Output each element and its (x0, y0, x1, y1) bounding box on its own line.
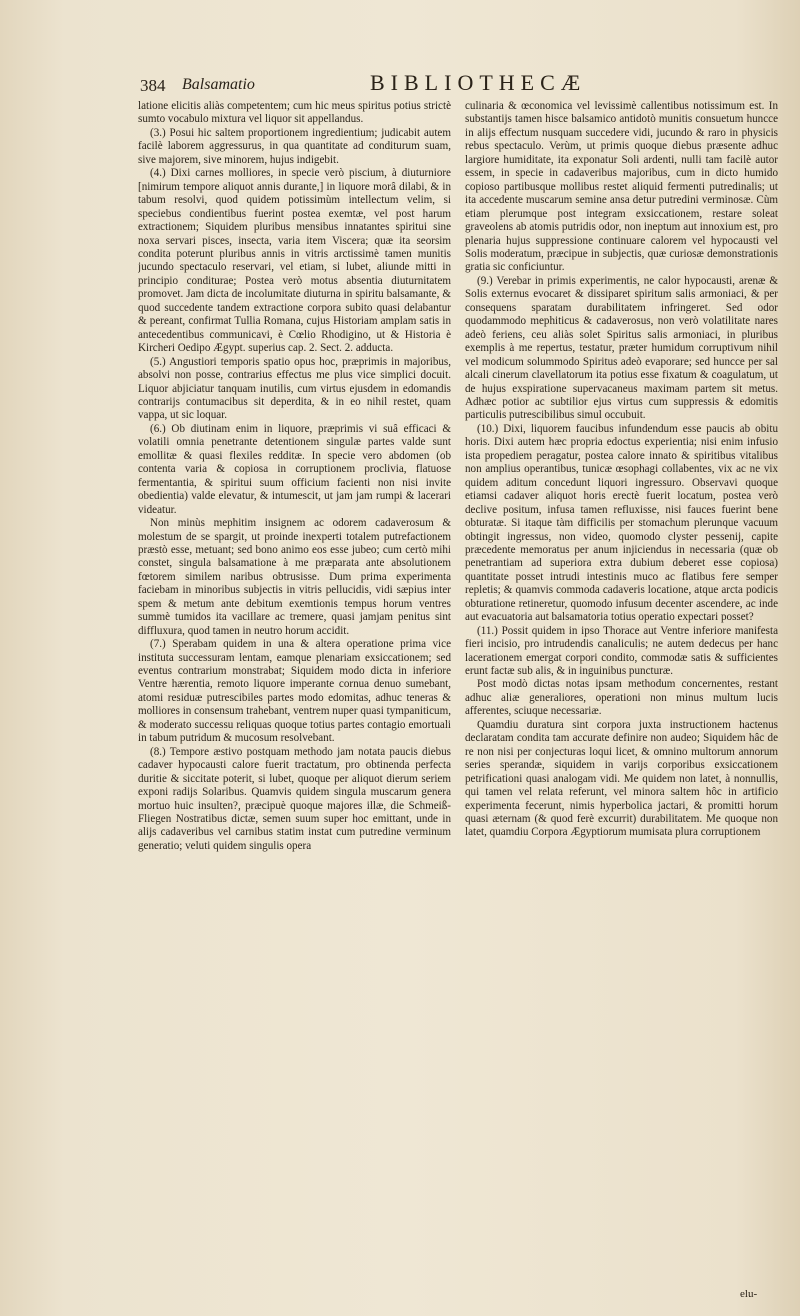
paragraph: (10.) Dixi, liquorem faucibus infundendum esse paucis ab obitu horis. Dixi autem hæc propria edoctus experientia; nisi enim infusio ista propediem peragatur, postea calore innato & spiritibus vitalibus non amplius operantibus, tunicæ œsophagi collabentes, vix ac ne vix quidem aditum concedunt liquori ingressuro. Observavi quoque etiamsi cadaver aliquot horis erectè fuerit locatum, postea verò declive positum, infusa tamen refluxisse, nisi fauces fuerint bene obturatæ. Si itaque tàm difficilis per stomachum plerunque vacuum obtingit ingressus, non video, quomodo clyster pessenij, capite præcedente memoratus per anum injiciendus in necessaria (quæ ob penetrantiam ad superiora extra dubium deberet esse copiosa) quantitate posset intrudi intestinis muco ac flatibus fere semper repletis; & quamvis commoda cadaveris locatione, atque arcta podicis obturatione retineretur, quomodo infusum decenter ascendere, ac inde aut evacuatoria aut balsamatoria totius operatio expectari posset? (465, 422, 778, 624)
paragraph: (8.) Tempore æstivo postquam methodo jam notata paucis diebus cadaver hypocausti calore fuerit tractatum, pro obtinenda perfecta duritie & siccitate poterit, si lubet, quoque per aliquot dierum seriem exponi radijs Solaribus. Quamvis quidem singula muscarum genera mortuo huic insulten?, præcipuè quoque majores illæ, die Schmeiß-Fliegen Nostratibus dictæ, semen suum super hoc emittant, unde in alijs cadaveribus vel carnibus statim instat cum putredine verminum generatio; veluti quidem singulis opera (138, 745, 451, 852)
paragraph: (5.) Angustiori temporis spatio opus hoc, præprimis in majoribus, absolvi non posse, contrarius effectus me plus vice simplici docuit. Liquor abjiciatur tanquam inutilis, cum virtus ejusdem in edomandis contrarijs contumacibus sit deperdita, & in eo nihil restet, quam vappa, ut sic loquar. (138, 355, 451, 422)
paragraph: (6.) Ob diutinam enim in liquore, præprimis vi suâ efficaci & volatili omnia penetrante detentionem singulæ partes valde sunt emollitæ & quasi flexiles redditæ. In specie vero abdomen (ob contenta varia & copiosa in corruptionem proclivia, flatuose fermentantia, & spiritui suum officium facienti non nisi invite obedientia) valde elevatur, & intumescit, ut jam jam rumpi & lacerari videatur. (138, 422, 451, 516)
page-header (140, 70, 750, 98)
paragraph: (11.) Possit quidem in ipso Thorace aut Ventre inferiore manifesta fieri incisio, pro intrudendis canaliculis; ne autem dedecus per hanc lacerationem emergat corpori condito, commodæ satis & sufficientes erunt factæ sub alis, & in inguinibus puncturæ. (465, 624, 778, 678)
paragraph: Post modò dictas notas ipsam methodum concernentes, restant adhuc aliæ generaliores, operationi non minus multum lucis afferentes, sciuque necessariæ. (465, 678, 778, 718)
running-title: BIBLIOTHECÆ (370, 70, 587, 95)
paragraph: culinaria & œconomica vel levissimè callentibus notissimum est. In substantijs tamen hisce balsamico antidotò munitis consuetum huncce in alijs effectum nusquam succedere vidi, jucundo & raro in physicis rebus spectaculo. Verùm, ut primis quoque diebus præsente adhuc largiore humiditate, ita exponatur Soli ardenti, nulli tam facilè autor essem, in specie in cadaveribus majoribus, cum in dicto humido copioso partibusque mollibus restet aliquid fermenti putredinalis; ut ita accedente muscarum semine ansa detur putredini verminosæ. Cùm etiam plerumque post integram exsiccationem, restare soleat graveolens ab atomis putridis odor, non ineptum aut innoxium est, pro plenaria hujus suppressione continuare calorem vel hypocausti vel Solis moderatum, præcipue in subjectis, quæ curiosæ demonstrationis gratia sic conficiuntur. (465, 100, 778, 274)
paragraph: Non minùs mephitim insignem ac odorem cadaverosum & molestum de se spargit, ut proinde inexperti totalem putrefactionem præstò esse, metuant; sed bono animo eos esse jubeo; cum certò mihi constet, singula balsamatione à me præparata ante absolutionem fœtorem similem naribus obtrusisse. Dum prima experimenta faciebam in minoribus subjectis in vitris pellucidis, vidi sæpius inter spem & metum ante debitum exemtionis tempus horum ventres summè tumidos ita vacillare ac tremere, quasi jamjam penitus sint diffluxura, quod tamen in neutro horum accidit. (138, 517, 451, 637)
left-column (138, 100, 451, 1300)
paragraph: (9.) Verebar in primis experimentis, ne calor hypocausti, arenæ & Solis externus evocaret & dissiparet spiritum salis armoniaci, & per consequens sparatam durabilitatem infringeret. Sed odor quodammodo mephiticus & cadaverosus, non verò volatilitate nares adeò feriens, ceu aliàs solet Spiritus salis armoniaci, in pluribus exemplis à me repertus, testatur, præter humidum corruptivum nihil vel modicum solummodo Spiritus adeò evaporare; sed huncce per sal alcali cinerum clavellatorum ita potius esse fixatum & coagulatum, ut de hujus exspiratione supervacaneus maximam partem sit metus. Adhæc potior ac subtilior ejus virtus cum suppressis & edomitis particulis putrescibilibus simul occubuit. (465, 274, 778, 422)
catchword: elu- (740, 1288, 758, 1300)
running-head: Balsamatio (182, 76, 255, 93)
paragraph: latione elicitis aliàs competentem; cum hic meus spiritus potius strictè sumto vocabulo mixtura vel liquor sit appellandus. (138, 100, 451, 126)
page-number: 384 (140, 76, 166, 95)
paragraph: (7.) Sperabam quidem in una & altera operatione prima vice instituta successuram lentam, eamque plenariam exsiccationem; sed eventus contrarium monstrabat; Siquidem modo dicta in inferiore Ventre hærentia, remoto liquore imperante cornua denuo sumebant, atomi residuæ putrescibiles partes modo edomitas, adhuc teneras & molliores in consensum trahebant, ventrem nuper quasi tympaniticum, & moderato successu reliquas quoque totius partes contagio emortuali in tabum putridum & mucosum resolvebant. (138, 638, 451, 745)
paragraph: Quamdiu duratura sint corpora juxta instructionem hactenus declaratam condita tam accurate definire non audeo; Siquidem hâc de re non nisi per conjecturas loqui licet, & omnino multorum annorum series sperandæ, siquidem in varijs corporibus exsiccationem petrificationi quasi analogam vidi. Me quidem non latet, à nonnullis, qui tamen vel relata referunt, vel minora saltem hôc in artificio experimenta fecerunt, nimis hyperbolica jactari, & promitti horum quasi æternam (& quod ferè excurrit) durabilitatem. Me quoque non latet, quamdiu Corpora Ægyptiorum mumisata plura corruptionem (465, 718, 778, 839)
text-columns (138, 100, 778, 1300)
right-column (465, 100, 778, 1300)
paragraph: (4.) Dixi carnes molliores, in specie verò piscium, à diuturniore [nimirum tempore aliquot annis durante,] in liquore morâ dilabi, & in tabum resolvi, quod quidem potissimùm intellectum velim, si speciebus condientibus fuerint postea exemtæ, vel post harum extractionem; Siquidem pluribus mensibus innatantes spiritui sine noxa servari pisces, insecta, varia item Viscera; quæ ita seorsim condita poterunt pluribus annis in vitris arctissimè tamen munitis jucundo spectaculo reservari, vel etiam, si lubet, aliunde mitti in principio conditurae; Postea verò motus absentia diuturnitatem promovet. Jam dicta de incolumitate diuturna in spiritu balsamante, & quod succedente tandem extractione corpora subito quasi delabantur & pereant, confirmat Tullia Romana, cujus Historiam amplam satis in antecedentibus communicavi, è Cœlio Rhodigino, ut & Historia è Kircheri Oedipo Ægypt. superius cap. 2. Sect. 2. adducta. (138, 167, 451, 355)
paragraph: (3.) Posui hic saltem proportionem ingredientium; judicabit autem facilè laborem aggressurus, in qua quantitate ad conditurum suam, sive majorem, sive minorem, hujus indigebit. (138, 126, 451, 166)
